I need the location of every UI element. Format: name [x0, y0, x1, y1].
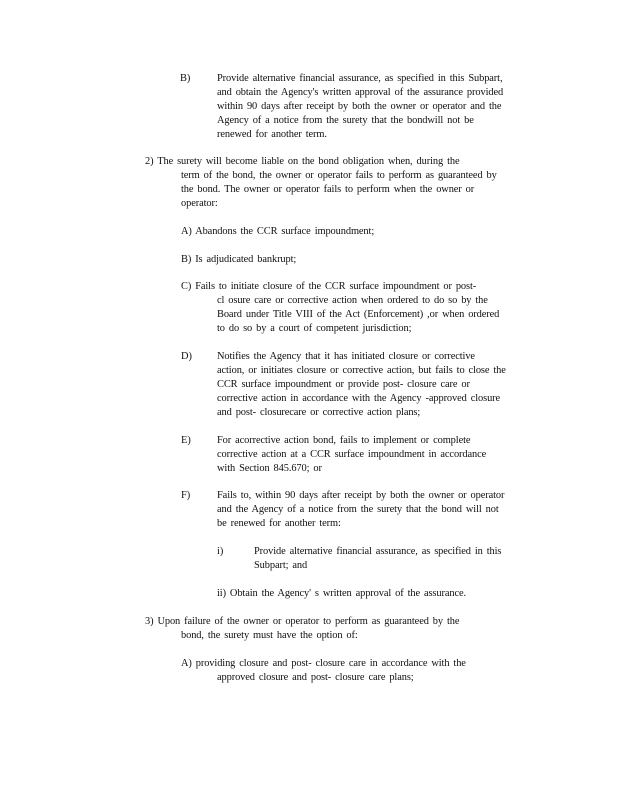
- paragraph-2e-line: corrective action at a CCR surface impoundment in accordance: [217, 449, 487, 460]
- paragraph-2d-line: corrective action in accordance with the Agency -approved closure: [217, 393, 501, 404]
- paragraph-2f-line: be renewed for another term:: [217, 518, 341, 529]
- paragraph-2e-line: with Section 845.670; or: [217, 463, 322, 474]
- paragraph-2c-line: Board under Title VIII of the Act (Enforcement) ,or when ordered: [217, 309, 500, 320]
- paragraph-label-1b: B): [180, 73, 191, 84]
- paragraph-2-line: 2) The surety will become liable on the bond obligation when, during the: [145, 156, 460, 167]
- paragraph-2-line: term of the bond, the owner or operator fails to perform as guaranteed by: [181, 170, 497, 181]
- paragraph-1b-line: within 90 days after receipt by both the owner or operator and the: [217, 101, 502, 112]
- paragraph-label-2f: F): [181, 490, 191, 501]
- paragraph-2d-line: Notifies the Agency that it has initiated closure or corrective: [217, 351, 475, 362]
- paragraph-3-line: bond, the surety must have the option of:: [181, 630, 358, 641]
- paragraph-2fi-line: Subpart; and: [254, 560, 308, 571]
- paragraph-2a: A) Abandons the CCR surface impoundment;: [181, 226, 375, 237]
- paragraph-2d-line: CCR surface impoundment or provide post- closure care or: [217, 379, 470, 390]
- paragraph-2-line: operator:: [181, 198, 218, 209]
- paragraph-2fii: ii) Obtain the Agency' s written approval of the assurance.: [217, 588, 466, 599]
- paragraph-2f-line: and the Agency of a notice from the surety that the bond will not: [217, 504, 499, 515]
- paragraph-2-line: the bond. The owner or operator fails to perform when the owner or: [181, 184, 475, 195]
- paragraph-label-2fi: i): [217, 546, 224, 557]
- paragraph-label-2d: D): [181, 351, 192, 362]
- paragraph-1b-line: Agency of a notice from the surety that the bondwill not be: [217, 115, 474, 126]
- paragraph-label-2e: E): [181, 435, 191, 446]
- paragraph-3-line: 3) Upon failure of the owner or operator to perform as guaranteed by the: [145, 616, 460, 627]
- paragraph-1b-line: Provide alternative financial assurance, as specified in this Subpart,: [217, 73, 503, 84]
- paragraph-1b-line: renewed for another term.: [217, 129, 327, 140]
- paragraph-2c-line: to do so by a court of competent jurisdiction;: [217, 323, 412, 334]
- paragraph-2e-line: For acorrective action bond, fails to implement or complete: [217, 435, 471, 446]
- paragraph-2c-line: cl osure care or corrective action when ordered to do so by the: [217, 295, 488, 306]
- paragraph-2b: B) Is adjudicated bankrupt;: [181, 254, 297, 265]
- paragraph-2fi-line: Provide alternative financial assurance, as specified in this: [254, 546, 502, 557]
- paragraph-3a-line: A) providing closure and post- closure care in accordance with the: [181, 658, 466, 669]
- paragraph-3a-line: approved closure and post- closure care plans;: [217, 672, 414, 683]
- paragraph-1b-line: and obtain the Agency's written approval of the assurance provided: [217, 87, 504, 98]
- paragraph-2f-line: Fails to, within 90 days after receipt by both the owner or operator: [217, 490, 505, 501]
- paragraph-2d-line: action, or initiates closure or corrective action, but fails to close the: [217, 365, 506, 376]
- paragraph-2d-line: and post- closurecare or corrective action plans;: [217, 407, 421, 418]
- paragraph-2c-line: C) Fails to initiate closure of the CCR surface impoundment or post-: [181, 281, 477, 292]
